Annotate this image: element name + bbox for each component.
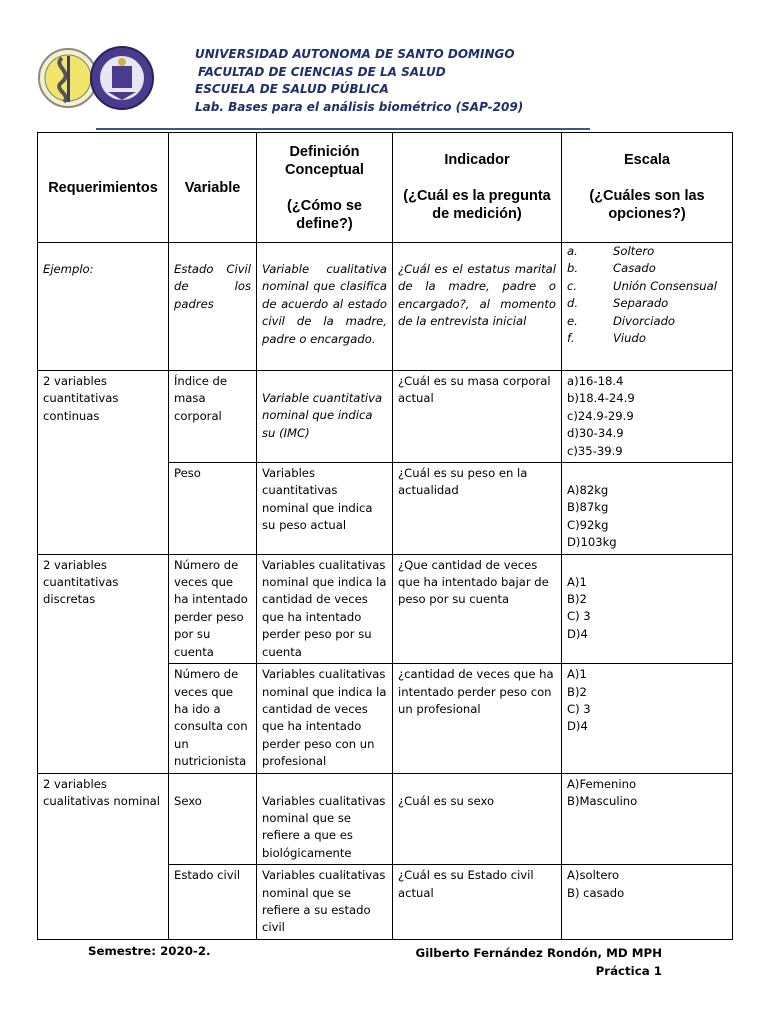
example-scale <box>562 243 733 371</box>
list-item: e. Divorciado <box>567 313 676 328</box>
definition-cell: Variables cuantitativas nominal que indica su peso actual <box>257 463 393 555</box>
school-seal-icon <box>38 36 154 120</box>
variable-cell: Número de veces que ha ido a consulta con un nutricionista <box>169 664 257 773</box>
definition-cell: Variables cualitativas nominal que indica la cantidad de veces que ha intentado perder peso por su cuenta <box>257 554 393 663</box>
indicator-cell: ¿cantidad de veces que ha intentado perder peso con un profesional <box>393 664 562 773</box>
header-divider <box>96 128 590 130</box>
course-name: Lab. Bases para el análisis biométrico (SAP-209) <box>195 99 524 114</box>
scale-cell: A)Femenino B)Masculino <box>562 773 733 865</box>
scale-cell: A)soltero B) casado <box>562 865 733 940</box>
table-row <box>38 554 733 663</box>
school-name: ESCUELA DE SALUD PÚBLICA <box>195 82 389 96</box>
indicator-cell: ¿Cuál es su peso en la actualidad <box>393 463 562 555</box>
document-header <box>195 46 523 116</box>
group-requirement: 2 variables cuantitativas discretas <box>38 554 169 773</box>
indicator-cell: ¿Cuál es su sexo <box>393 773 562 865</box>
example-definition: Variable cualitativa nominal que clasifica de acuerdo al estado civil de la madre, padre o encargado. <box>257 243 393 371</box>
scale-cell: A)82kg B)87kg C)92kg D)103kg <box>562 463 733 555</box>
col-header-escala: Escala (¿Cuáles son las opciones?) <box>562 133 733 243</box>
variable-cell: Número de veces que ha intentado perder peso por su cuenta <box>169 554 257 663</box>
col-header-definicion: Definición Conceptual (¿Cómo se define?) <box>257 133 393 243</box>
table-row <box>38 773 733 865</box>
table-header-row <box>38 133 733 243</box>
col-header-indicador: Indicador (¿Cuál es la pregunta de medición) <box>393 133 562 243</box>
example-indicator: ¿Cuál es el estatus marital de la madre, padre o encargado?, al momento de la entrevista inicial <box>393 243 562 371</box>
list-item: b. Casado <box>567 261 656 276</box>
col-header-variable: Variable <box>169 133 257 243</box>
definition-cell: Variables cualitativas nominal que indica la cantidad de veces que ha intentado perder peso con un profesional <box>257 664 393 773</box>
university-name: UNIVERSIDAD AUTONOMA DE SANTO DOMINGO <box>195 47 515 61</box>
table-row <box>38 371 733 463</box>
definition-cell: Variables cualitativas nominal que se refiere a que es biológicamente <box>257 773 393 865</box>
variable-cell: Estado civil <box>169 865 257 940</box>
list-item: f. Viudo <box>567 331 646 346</box>
col-header-requerimientos: Requerimientos <box>38 133 169 243</box>
group-requirement: 2 variables cuantitativas continuas <box>38 371 169 555</box>
list-item: a. Soltero <box>567 244 655 258</box>
list-item: c. Unión Consensual <box>567 278 717 293</box>
group-requirement: 2 variables cualitativas nominal <box>38 773 169 939</box>
table-row-example <box>38 243 733 371</box>
author-name: Gilberto Fernández Rondón, MD MPH <box>415 946 662 960</box>
author-block <box>416 944 662 980</box>
variable-cell: Sexo <box>169 773 257 865</box>
definition-cell: Variable cuantitativa nominal que indica su (IMC) <box>257 371 393 463</box>
definition-cell: Variables cualitativas nominal que se refiere a su estado civil <box>257 865 393 940</box>
semester-label: Semestre: 2020-2. <box>88 944 211 958</box>
variable-cell: Índice de masa corporal <box>169 371 257 463</box>
scale-cell: a)16-18.4 b)18.4-24.9 c)24.9-29.9 d)30-34.9 c)35-39.9 <box>562 371 733 463</box>
practice-label: Práctica 1 <box>595 964 662 978</box>
variables-table <box>37 132 733 940</box>
example-variable: Estado Civil de los padres <box>169 243 257 371</box>
indicator-cell: ¿Que cantidad de veces que ha intentado bajar de peso por su cuenta <box>393 554 562 663</box>
variable-cell: Peso <box>169 463 257 555</box>
example-requirement: Ejemplo: <box>38 243 169 371</box>
scale-cell: A)1 B)2 C) 3 D)4 <box>562 554 733 663</box>
scale-cell: A)1 B)2 C) 3 D)4 <box>562 664 733 773</box>
indicator-cell: ¿Cuál es su masa corporal actual <box>393 371 562 463</box>
indicator-cell: ¿Cuál es su Estado civil actual <box>393 865 562 940</box>
list-item: d. Separado <box>567 296 669 311</box>
faculty-name: FACULTAD DE CIENCIAS DE LA SALUD <box>198 64 446 79</box>
university-logos <box>38 36 154 120</box>
